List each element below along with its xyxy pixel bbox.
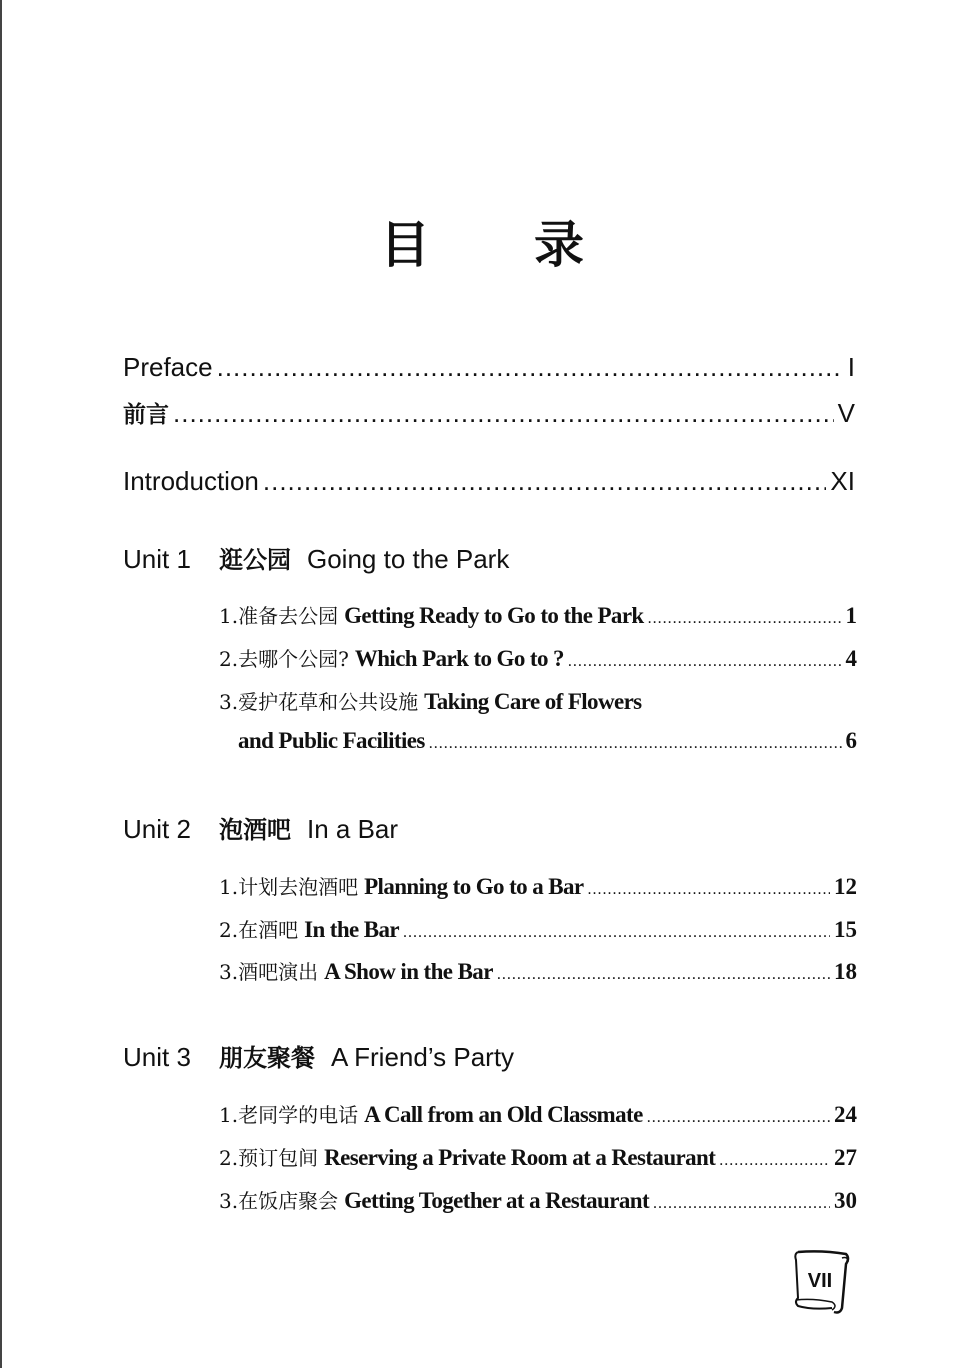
dot-leader — [429, 735, 842, 753]
unit-1-heading[interactable] — [123, 540, 509, 575]
lesson-page: 4 — [845, 646, 857, 671]
entry-label: 前言 — [123, 402, 169, 428]
unit-number: Unit 2 — [123, 814, 191, 844]
lesson-title-en: Which Park to Go to ? — [354, 646, 564, 671]
lesson-entry-line-2[interactable] — [238, 728, 857, 754]
toc-entry-preface[interactable] — [123, 352, 855, 383]
lesson-page: 1 — [845, 603, 857, 628]
page-number: VII — [807, 1270, 833, 1292]
unit-title-zh: 朋友聚餐 — [219, 1044, 315, 1072]
toc-entry-foreword[interactable] — [123, 396, 855, 429]
unit-number: Unit 3 — [123, 1042, 191, 1072]
lesson-title-zh: 3.在饭店聚会 — [219, 1189, 339, 1213]
entry-label: Preface — [123, 352, 213, 382]
entry-label: Introduction — [123, 466, 259, 496]
dot-leader — [173, 398, 834, 429]
dot-leader — [568, 653, 842, 671]
lesson-title-en: A Show in the Bar — [324, 959, 493, 984]
lesson-entry[interactable] — [219, 914, 857, 943]
dot-leader — [403, 924, 830, 942]
lesson-page: 6 — [845, 728, 857, 753]
lesson-title-zh: 1.计划去泡酒吧 — [219, 875, 359, 899]
dot-leader — [588, 881, 830, 899]
lesson-title-zh: 2.预订包间 — [219, 1146, 319, 1170]
lesson-title-zh: 1.老同学的电话 — [219, 1103, 359, 1127]
unit-title-en: A Friend’s Party — [331, 1042, 515, 1072]
unit-title-en: Going to the Park — [307, 544, 510, 574]
lesson-entry[interactable] — [219, 1142, 857, 1171]
unit-number: Unit 1 — [123, 544, 191, 574]
lesson-title-en: In the Bar — [304, 917, 400, 942]
lesson-title-en: A Call from an Old Classmate — [364, 1102, 643, 1127]
lesson-title-zh: 1.准备去公园 — [219, 604, 339, 628]
lesson-page: 27 — [834, 1145, 857, 1170]
lesson-page: 30 — [834, 1188, 857, 1213]
lesson-page: 12 — [834, 874, 857, 899]
lesson-title-zh: 3.酒吧演出 — [219, 960, 319, 984]
lesson-entry-line-1[interactable] — [219, 686, 642, 715]
lesson-page: 24 — [834, 1102, 857, 1127]
lesson-title-en-cont: and Public Facilities — [238, 728, 425, 753]
entry-page: V — [837, 398, 855, 428]
lesson-entry[interactable] — [219, 643, 857, 672]
entry-page: I — [847, 352, 855, 382]
entry-page: XI — [830, 466, 855, 496]
lesson-entry[interactable] — [219, 600, 857, 629]
unit-title-en: In a Bar — [307, 814, 399, 844]
dot-leader — [647, 1109, 830, 1127]
dot-leader — [653, 1195, 830, 1213]
dot-leader — [263, 466, 827, 497]
lesson-title-en: Getting Together at a Restaurant — [344, 1188, 650, 1213]
dot-leader — [648, 610, 842, 628]
lesson-title-zh: 2.在酒吧 — [219, 918, 299, 942]
lesson-title-en: Getting Ready to Go to the Park — [344, 603, 644, 628]
page-title — [2, 205, 960, 277]
toc-entry-introduction[interactable] — [123, 466, 855, 497]
lesson-entry[interactable] — [219, 1099, 857, 1128]
unit-3-heading[interactable] — [123, 1038, 514, 1073]
dot-leader — [217, 352, 844, 383]
title-char-2: 录 — [534, 215, 584, 274]
lesson-entry[interactable] — [219, 956, 857, 985]
lesson-title-en: Taking Care of Flowers — [424, 689, 642, 714]
page-number-badge — [792, 1248, 852, 1318]
unit-2-heading[interactable] — [123, 810, 398, 845]
lesson-entry[interactable] — [219, 1185, 857, 1214]
lesson-page: 18 — [834, 959, 857, 984]
title-char-1: 目 — [380, 215, 430, 274]
lesson-page: 15 — [834, 917, 857, 942]
dot-leader — [719, 1152, 830, 1170]
lesson-title-zh: 3.爱护花草和公共设施 — [219, 690, 419, 714]
unit-title-zh: 逛公园 — [219, 546, 291, 574]
lesson-title-zh: 2.去哪个公园? — [219, 647, 349, 671]
dot-leader — [497, 966, 830, 984]
lesson-title-en: Reserving a Private Room at a Restaurant — [324, 1145, 716, 1170]
lesson-title-en: Planning to Go to a Bar — [364, 874, 584, 899]
unit-title-zh: 泡酒吧 — [219, 816, 291, 844]
lesson-entry[interactable] — [219, 871, 857, 900]
